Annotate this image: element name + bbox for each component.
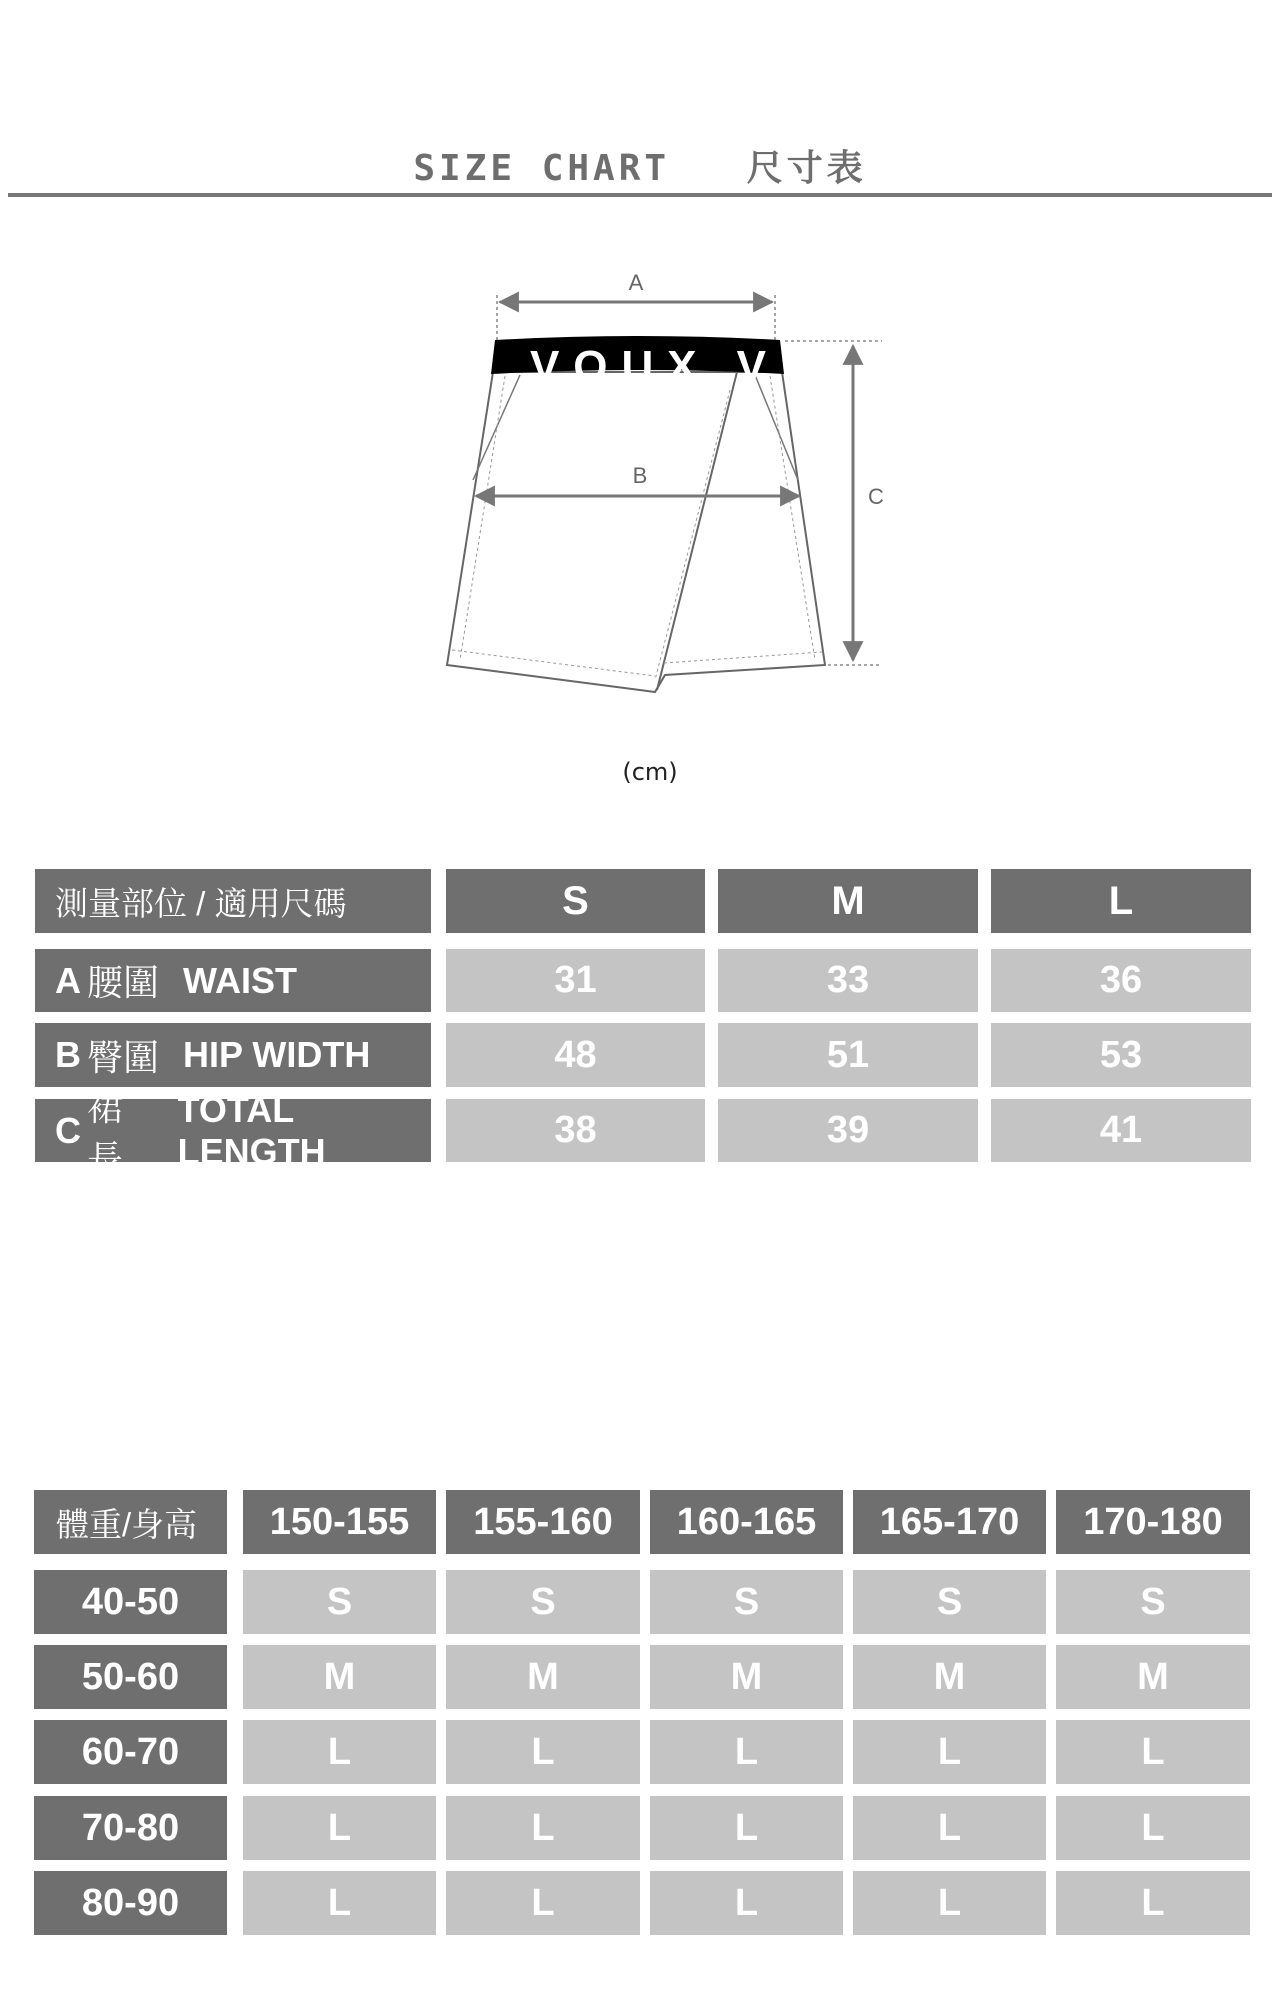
measure-size-header: S xyxy=(446,869,705,933)
measure-row-label xyxy=(35,1086,431,1179)
measure-value: 33 xyxy=(718,949,978,1012)
dim-b-label: B xyxy=(632,463,648,488)
measure-size-header: M xyxy=(718,869,978,933)
row-letter: C xyxy=(55,1109,81,1151)
fit-size-value: L xyxy=(243,1796,436,1860)
fit-size-value: M xyxy=(243,1645,436,1709)
fit-weight-label: 50-60 xyxy=(34,1645,227,1709)
fit-size-value: L xyxy=(243,1720,436,1784)
fit-size-value: L xyxy=(446,1796,640,1860)
skirt-diagram xyxy=(0,0,1280,740)
fit-header-label: 體重/身高 xyxy=(34,1490,227,1554)
fit-size-value: M xyxy=(853,1645,1046,1709)
fit-size-value: L xyxy=(650,1796,843,1860)
fit-weight-label: 80-90 xyxy=(34,1871,227,1935)
measure-value: 53 xyxy=(991,1023,1251,1087)
fit-weight-label: 60-70 xyxy=(34,1720,227,1784)
row-letter: A xyxy=(55,959,81,1001)
fit-size-value: L xyxy=(1056,1720,1250,1784)
fit-height-header: 150-155 xyxy=(243,1490,436,1554)
dim-a-label: A xyxy=(628,270,644,295)
fit-size-value: L xyxy=(1056,1796,1250,1860)
fit-size-value: L xyxy=(446,1720,640,1784)
fit-size-value: L xyxy=(853,1796,1046,1860)
fit-weight-label: 40-50 xyxy=(34,1570,227,1634)
fit-size-value: M xyxy=(446,1645,640,1709)
dim-c-label: C xyxy=(868,484,884,509)
fit-size-value: M xyxy=(1056,1645,1250,1709)
measure-header-label: 測量部位 / 適用尺碼 xyxy=(35,869,431,933)
fit-size-value: L xyxy=(650,1871,843,1935)
fit-weight-label: 70-80 xyxy=(34,1796,227,1860)
measure-value: 48 xyxy=(446,1023,705,1087)
measure-value: 38 xyxy=(446,1099,705,1162)
fit-size-value: L xyxy=(243,1871,436,1935)
fit-size-value: S xyxy=(446,1570,640,1634)
fit-size-value: L xyxy=(853,1720,1046,1784)
brand-logo: VOUX V xyxy=(530,342,780,391)
measure-value: 31 xyxy=(446,949,705,1012)
fit-height-header: 170-180 xyxy=(1056,1490,1250,1554)
title-zh: 尺寸表 xyxy=(746,148,867,189)
measure-row-label xyxy=(35,949,431,1012)
row-cn: 裙長 xyxy=(87,1086,124,1179)
fit-height-header: 155-160 xyxy=(446,1490,640,1554)
fit-height-header: 165-170 xyxy=(853,1490,1046,1554)
fit-size-value: L xyxy=(650,1720,843,1784)
fit-size-value: L xyxy=(853,1871,1046,1935)
fit-size-value: S xyxy=(1056,1570,1250,1634)
measure-size-header: L xyxy=(991,869,1251,933)
fit-size-value: M xyxy=(650,1645,843,1709)
measure-row-label xyxy=(35,1023,431,1087)
row-en: HIP WIDTH xyxy=(183,1034,371,1075)
measure-value: 51 xyxy=(718,1023,978,1087)
row-cn: 腰圍 xyxy=(87,962,160,1003)
skirt-outline xyxy=(447,372,825,692)
row-en: WAIST xyxy=(183,959,298,1001)
fit-size-value: S xyxy=(243,1570,436,1634)
fit-height-header: 160-165 xyxy=(650,1490,843,1554)
fit-size-value: S xyxy=(650,1570,843,1634)
fit-size-value: L xyxy=(1056,1871,1250,1935)
fit-size-value: S xyxy=(853,1570,1046,1634)
row-letter: B xyxy=(55,1034,81,1075)
fit-size-value: L xyxy=(446,1871,640,1935)
measure-value: 39 xyxy=(718,1099,978,1162)
row-en: TOTAL LENGTH xyxy=(177,1088,326,1172)
measure-value: 41 xyxy=(991,1099,1251,1162)
title-en: SIZE CHART xyxy=(413,148,671,189)
unit-label: (cm) xyxy=(622,758,678,786)
row-cn: 臀圍 xyxy=(87,1036,160,1078)
measure-value: 36 xyxy=(991,949,1251,1012)
